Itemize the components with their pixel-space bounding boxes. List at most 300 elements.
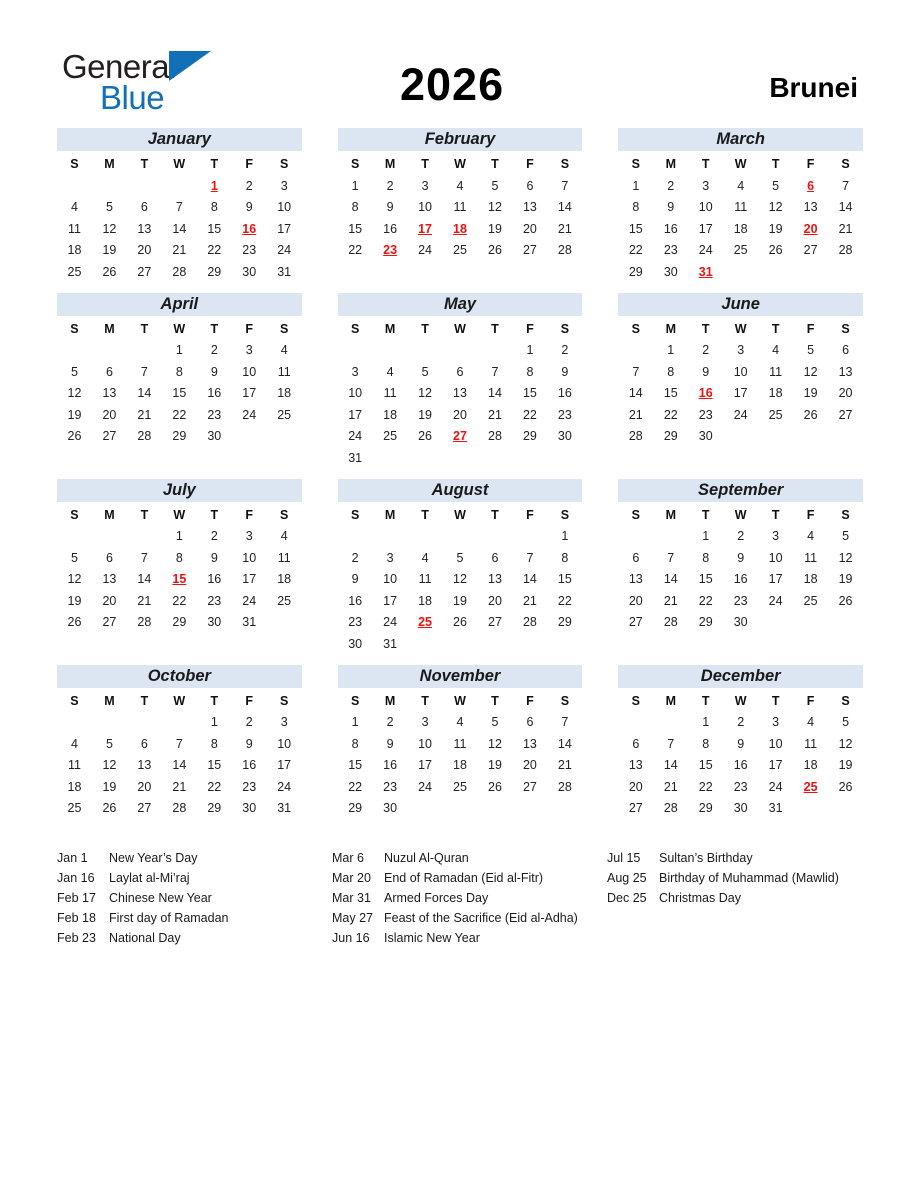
- day-cell-holiday[interactable]: 16: [242, 221, 257, 236]
- day-cell-holiday[interactable]: 23: [383, 243, 398, 258]
- day-cell-holiday[interactable]: 31: [698, 264, 713, 279]
- day-cell[interactable]: 14: [663, 758, 678, 773]
- day-cell[interactable]: 2: [737, 529, 745, 544]
- day-cell[interactable]: 23: [733, 779, 748, 794]
- day-cell[interactable]: 2: [210, 343, 218, 358]
- day-cell[interactable]: 29: [698, 615, 713, 630]
- day-cell[interactable]: 30: [207, 429, 222, 444]
- day-cell[interactable]: 18: [418, 593, 432, 608]
- day-cell[interactable]: 25: [67, 801, 82, 816]
- day-cell[interactable]: 19: [102, 243, 117, 258]
- day-cell[interactable]: 4: [421, 550, 429, 565]
- day-cell[interactable]: 28: [522, 615, 537, 630]
- day-cell[interactable]: 29: [557, 615, 572, 630]
- day-cell[interactable]: 5: [105, 200, 113, 215]
- day-cell[interactable]: 2: [245, 178, 253, 193]
- day-cell[interactable]: 23: [242, 779, 257, 794]
- day-cell[interactable]: 19: [803, 386, 818, 401]
- day-cell[interactable]: 3: [772, 529, 780, 544]
- day-cell[interactable]: 19: [67, 593, 82, 608]
- day-cell[interactable]: 23: [242, 243, 257, 258]
- day-cell[interactable]: 20: [102, 593, 117, 608]
- day-cell[interactable]: 7: [175, 736, 183, 751]
- day-cell[interactable]: 14: [522, 572, 537, 587]
- day-cell[interactable]: 3: [737, 343, 745, 358]
- day-cell[interactable]: 4: [71, 200, 78, 215]
- day-cell[interactable]: 1: [702, 715, 710, 730]
- day-cell[interactable]: 9: [737, 550, 745, 565]
- day-cell[interactable]: 28: [628, 429, 643, 444]
- day-cell[interactable]: 8: [210, 200, 218, 215]
- day-cell[interactable]: 19: [488, 221, 502, 236]
- day-cell[interactable]: 2: [561, 343, 569, 358]
- day-cell[interactable]: 31: [383, 636, 398, 651]
- day-cell[interactable]: 27: [522, 243, 537, 258]
- day-cell[interactable]: 8: [351, 200, 359, 215]
- day-cell[interactable]: 30: [557, 429, 572, 444]
- day-cell[interactable]: 24: [348, 429, 363, 444]
- day-cell[interactable]: 19: [453, 593, 467, 608]
- day-cell[interactable]: 27: [628, 801, 643, 816]
- day-cell[interactable]: 24: [242, 593, 257, 608]
- day-cell[interactable]: 3: [280, 715, 288, 730]
- day-cell[interactable]: 9: [386, 736, 394, 751]
- day-cell[interactable]: 26: [418, 429, 432, 444]
- day-cell[interactable]: 13: [803, 200, 818, 215]
- day-cell-holiday[interactable]: 6: [807, 178, 815, 193]
- day-cell[interactable]: 10: [242, 550, 257, 565]
- day-cell[interactable]: 25: [277, 407, 292, 422]
- day-cell[interactable]: 20: [137, 779, 152, 794]
- day-cell-holiday[interactable]: 18: [453, 221, 467, 236]
- day-cell[interactable]: 30: [242, 801, 257, 816]
- day-cell[interactable]: 3: [702, 178, 710, 193]
- day-cell[interactable]: 10: [348, 386, 363, 401]
- day-cell[interactable]: 27: [803, 243, 818, 258]
- day-cell[interactable]: 3: [351, 364, 359, 379]
- day-cell[interactable]: 3: [280, 178, 288, 193]
- day-cell[interactable]: 29: [663, 429, 678, 444]
- day-cell[interactable]: 21: [137, 407, 152, 422]
- day-cell[interactable]: 29: [698, 801, 713, 816]
- day-cell[interactable]: 28: [172, 801, 187, 816]
- day-cell[interactable]: 2: [737, 715, 745, 730]
- day-cell[interactable]: 4: [386, 364, 394, 379]
- day-cell[interactable]: 22: [698, 593, 713, 608]
- day-cell[interactable]: 22: [557, 593, 572, 608]
- day-cell[interactable]: 11: [453, 736, 467, 751]
- day-cell[interactable]: 21: [838, 221, 853, 236]
- day-cell[interactable]: 5: [491, 178, 499, 193]
- day-cell-holiday[interactable]: 15: [172, 572, 187, 587]
- day-cell[interactable]: 1: [526, 343, 534, 358]
- day-cell[interactable]: 24: [277, 779, 292, 794]
- day-cell[interactable]: 29: [172, 429, 187, 444]
- day-cell[interactable]: 18: [803, 758, 818, 773]
- day-cell[interactable]: 24: [733, 407, 748, 422]
- day-cell[interactable]: 26: [803, 407, 818, 422]
- day-cell[interactable]: 4: [456, 178, 464, 193]
- day-cell[interactable]: 21: [628, 407, 643, 422]
- day-cell[interactable]: 20: [137, 243, 152, 258]
- day-cell[interactable]: 31: [242, 615, 257, 630]
- day-cell[interactable]: 12: [488, 736, 502, 751]
- day-cell[interactable]: 25: [453, 243, 467, 258]
- day-cell[interactable]: 22: [348, 243, 363, 258]
- day-cell[interactable]: 4: [280, 529, 288, 544]
- day-cell[interactable]: 6: [632, 550, 640, 565]
- day-cell[interactable]: 17: [418, 758, 432, 773]
- day-cell[interactable]: 2: [351, 550, 359, 565]
- day-cell[interactable]: 1: [667, 343, 675, 358]
- day-cell[interactable]: 16: [557, 386, 572, 401]
- day-cell[interactable]: 12: [838, 550, 853, 565]
- day-cell[interactable]: 21: [137, 593, 152, 608]
- day-cell[interactable]: 12: [418, 386, 432, 401]
- day-cell[interactable]: 4: [807, 529, 815, 544]
- day-cell[interactable]: 18: [67, 779, 82, 794]
- day-cell[interactable]: 28: [137, 615, 152, 630]
- day-cell[interactable]: 6: [105, 364, 113, 379]
- day-cell[interactable]: 6: [491, 550, 499, 565]
- day-cell[interactable]: 7: [140, 550, 148, 565]
- day-cell[interactable]: 27: [102, 429, 117, 444]
- day-cell[interactable]: 26: [102, 801, 117, 816]
- day-cell[interactable]: 21: [172, 243, 187, 258]
- day-cell[interactable]: 27: [488, 615, 502, 630]
- day-cell[interactable]: 8: [702, 550, 710, 565]
- day-cell-holiday[interactable]: 25: [803, 779, 818, 794]
- day-cell[interactable]: 14: [137, 386, 152, 401]
- day-cell[interactable]: 5: [71, 364, 78, 379]
- day-cell[interactable]: 30: [663, 264, 678, 279]
- day-cell[interactable]: 25: [277, 593, 292, 608]
- day-cell-holiday[interactable]: 25: [418, 615, 432, 630]
- day-cell[interactable]: 7: [491, 364, 499, 379]
- day-cell[interactable]: 29: [628, 264, 643, 279]
- day-cell[interactable]: 9: [667, 200, 675, 215]
- day-cell[interactable]: 15: [698, 572, 713, 587]
- day-cell[interactable]: 23: [663, 243, 678, 258]
- day-cell[interactable]: 18: [383, 407, 398, 422]
- day-cell[interactable]: 28: [663, 801, 678, 816]
- day-cell[interactable]: 27: [838, 407, 853, 422]
- day-cell[interactable]: 8: [175, 364, 183, 379]
- day-cell[interactable]: 21: [557, 221, 572, 236]
- day-cell[interactable]: 13: [628, 572, 643, 587]
- day-cell[interactable]: 7: [561, 715, 569, 730]
- day-cell[interactable]: 8: [702, 736, 710, 751]
- day-cell[interactable]: 1: [632, 178, 640, 193]
- day-cell[interactable]: 11: [453, 200, 467, 215]
- day-cell[interactable]: 16: [207, 572, 222, 587]
- day-cell[interactable]: 11: [804, 550, 818, 565]
- day-cell[interactable]: 6: [632, 736, 640, 751]
- day-cell[interactable]: 15: [557, 572, 572, 587]
- day-cell[interactable]: 23: [383, 779, 398, 794]
- day-cell[interactable]: 22: [172, 593, 187, 608]
- day-cell[interactable]: 24: [242, 407, 257, 422]
- day-cell[interactable]: 9: [561, 364, 569, 379]
- day-cell[interactable]: 23: [348, 615, 363, 630]
- day-cell[interactable]: 26: [453, 615, 467, 630]
- day-cell[interactable]: 24: [768, 779, 783, 794]
- day-cell[interactable]: 9: [737, 736, 745, 751]
- day-cell[interactable]: 28: [838, 243, 853, 258]
- day-cell-holiday[interactable]: 17: [418, 221, 432, 236]
- day-cell[interactable]: 21: [663, 593, 678, 608]
- day-cell[interactable]: 27: [102, 615, 117, 630]
- day-cell[interactable]: 3: [772, 715, 780, 730]
- day-cell[interactable]: 28: [557, 779, 572, 794]
- day-cell[interactable]: 22: [172, 407, 187, 422]
- day-cell-holiday[interactable]: 16: [698, 386, 713, 401]
- day-cell-holiday[interactable]: 20: [803, 221, 818, 236]
- day-cell[interactable]: 13: [102, 386, 117, 401]
- day-cell[interactable]: 8: [561, 550, 569, 565]
- day-cell[interactable]: 22: [348, 779, 363, 794]
- day-cell[interactable]: 14: [137, 572, 152, 587]
- day-cell[interactable]: 17: [277, 221, 292, 236]
- day-cell[interactable]: 26: [838, 779, 853, 794]
- day-cell[interactable]: 21: [172, 779, 187, 794]
- day-cell[interactable]: 5: [421, 364, 429, 379]
- day-cell[interactable]: 18: [277, 572, 292, 587]
- day-cell[interactable]: 17: [733, 386, 748, 401]
- day-cell[interactable]: 1: [351, 178, 359, 193]
- day-cell[interactable]: 18: [803, 572, 818, 587]
- day-cell[interactable]: 11: [277, 550, 291, 565]
- day-cell[interactable]: 21: [557, 758, 572, 773]
- day-cell[interactable]: 17: [768, 758, 783, 773]
- day-cell[interactable]: 20: [453, 407, 467, 422]
- day-cell[interactable]: 29: [172, 615, 187, 630]
- day-cell[interactable]: 13: [453, 386, 467, 401]
- day-cell[interactable]: 16: [207, 386, 222, 401]
- day-cell[interactable]: 11: [804, 736, 818, 751]
- day-cell[interactable]: 16: [383, 758, 398, 773]
- day-cell[interactable]: 20: [102, 407, 117, 422]
- day-cell[interactable]: 12: [453, 572, 467, 587]
- day-cell[interactable]: 13: [102, 572, 117, 587]
- day-cell[interactable]: 23: [207, 407, 222, 422]
- day-cell[interactable]: 31: [768, 801, 783, 816]
- day-cell[interactable]: 18: [453, 758, 467, 773]
- day-cell[interactable]: 3: [386, 550, 394, 565]
- day-cell[interactable]: 14: [172, 221, 187, 236]
- day-cell[interactable]: 17: [348, 407, 363, 422]
- day-cell[interactable]: 28: [137, 429, 152, 444]
- day-cell[interactable]: 27: [137, 801, 152, 816]
- day-cell[interactable]: 10: [768, 736, 783, 751]
- day-cell[interactable]: 29: [207, 801, 222, 816]
- day-cell[interactable]: 6: [140, 736, 148, 751]
- day-cell[interactable]: 28: [172, 264, 187, 279]
- day-cell[interactable]: 3: [245, 529, 253, 544]
- day-cell[interactable]: 31: [277, 801, 292, 816]
- day-cell[interactable]: 13: [522, 200, 537, 215]
- day-cell[interactable]: 18: [768, 386, 783, 401]
- day-cell[interactable]: 7: [632, 364, 640, 379]
- day-cell[interactable]: 11: [383, 386, 397, 401]
- day-cell[interactable]: 25: [383, 429, 398, 444]
- day-cell[interactable]: 29: [522, 429, 537, 444]
- day-cell[interactable]: 22: [698, 779, 713, 794]
- day-cell[interactable]: 16: [733, 572, 748, 587]
- day-cell[interactable]: 3: [245, 343, 253, 358]
- day-cell[interactable]: 24: [383, 615, 398, 630]
- day-cell[interactable]: 7: [526, 550, 534, 565]
- day-cell[interactable]: 17: [698, 221, 713, 236]
- day-cell[interactable]: 10: [418, 736, 432, 751]
- day-cell[interactable]: 4: [807, 715, 815, 730]
- day-cell[interactable]: 4: [737, 178, 745, 193]
- day-cell[interactable]: 24: [768, 593, 783, 608]
- day-cell[interactable]: 2: [245, 715, 253, 730]
- day-cell[interactable]: 29: [207, 264, 222, 279]
- day-cell[interactable]: 26: [488, 243, 502, 258]
- day-cell[interactable]: 10: [768, 550, 783, 565]
- day-cell[interactable]: 6: [526, 715, 534, 730]
- day-cell[interactable]: 7: [667, 550, 675, 565]
- day-cell[interactable]: 12: [768, 200, 783, 215]
- day-cell[interactable]: 20: [838, 386, 853, 401]
- day-cell[interactable]: 8: [210, 736, 218, 751]
- day-cell[interactable]: 21: [663, 779, 678, 794]
- day-cell[interactable]: 9: [702, 364, 710, 379]
- day-cell[interactable]: 31: [348, 450, 363, 465]
- day-cell[interactable]: 15: [522, 386, 537, 401]
- day-cell[interactable]: 26: [768, 243, 783, 258]
- day-cell[interactable]: 25: [733, 243, 748, 258]
- day-cell[interactable]: 9: [351, 572, 359, 587]
- day-cell[interactable]: 26: [488, 779, 502, 794]
- day-cell[interactable]: 10: [242, 364, 257, 379]
- day-cell[interactable]: 16: [383, 221, 398, 236]
- day-cell[interactable]: 9: [210, 550, 218, 565]
- day-cell[interactable]: 20: [522, 758, 537, 773]
- day-cell[interactable]: 17: [242, 386, 257, 401]
- day-cell[interactable]: 22: [522, 407, 537, 422]
- day-cell[interactable]: 9: [210, 364, 218, 379]
- day-cell[interactable]: 18: [277, 386, 292, 401]
- day-cell[interactable]: 12: [102, 221, 117, 236]
- day-cell[interactable]: 17: [277, 758, 292, 773]
- day-cell[interactable]: 7: [561, 178, 569, 193]
- day-cell[interactable]: 16: [663, 221, 678, 236]
- day-cell[interactable]: 17: [383, 593, 398, 608]
- day-cell[interactable]: 30: [733, 801, 748, 816]
- day-cell[interactable]: 21: [522, 593, 537, 608]
- day-cell[interactable]: 20: [628, 593, 643, 608]
- day-cell[interactable]: 3: [421, 178, 429, 193]
- day-cell[interactable]: 5: [491, 715, 499, 730]
- day-cell[interactable]: 8: [632, 200, 640, 215]
- day-cell-holiday[interactable]: 27: [453, 429, 467, 444]
- day-cell[interactable]: 13: [838, 364, 853, 379]
- day-cell[interactable]: 9: [386, 200, 394, 215]
- day-cell[interactable]: 1: [561, 529, 569, 544]
- day-cell[interactable]: 15: [663, 386, 678, 401]
- day-cell[interactable]: 29: [348, 801, 363, 816]
- day-cell[interactable]: 24: [277, 243, 292, 258]
- day-cell[interactable]: 13: [137, 221, 152, 236]
- day-cell[interactable]: 18: [67, 243, 82, 258]
- day-cell[interactable]: 14: [838, 200, 853, 215]
- day-cell[interactable]: 10: [277, 200, 292, 215]
- day-cell[interactable]: 4: [280, 343, 288, 358]
- day-cell[interactable]: 22: [207, 779, 222, 794]
- day-cell[interactable]: 8: [526, 364, 534, 379]
- day-cell[interactable]: 5: [842, 715, 850, 730]
- day-cell[interactable]: 19: [488, 758, 502, 773]
- day-cell[interactable]: 23: [733, 593, 748, 608]
- day-cell[interactable]: 16: [348, 593, 363, 608]
- day-cell[interactable]: 27: [628, 615, 643, 630]
- day-cell[interactable]: 14: [628, 386, 643, 401]
- day-cell[interactable]: 2: [386, 715, 394, 730]
- day-cell[interactable]: 9: [245, 200, 253, 215]
- day-cell[interactable]: 24: [698, 243, 713, 258]
- day-cell[interactable]: 19: [102, 779, 117, 794]
- day-cell[interactable]: 12: [102, 758, 117, 773]
- day-cell[interactable]: 30: [698, 429, 713, 444]
- day-cell[interactable]: 26: [67, 615, 82, 630]
- day-cell[interactable]: 21: [488, 407, 502, 422]
- day-cell[interactable]: 25: [453, 779, 467, 794]
- day-cell[interactable]: 10: [698, 200, 713, 215]
- day-cell[interactable]: 7: [667, 736, 675, 751]
- day-cell[interactable]: 25: [803, 593, 818, 608]
- day-cell[interactable]: 23: [698, 407, 713, 422]
- day-cell[interactable]: 19: [768, 221, 783, 236]
- day-cell[interactable]: 28: [663, 615, 678, 630]
- day-cell[interactable]: 5: [807, 343, 815, 358]
- day-cell[interactable]: 15: [207, 221, 222, 236]
- day-cell[interactable]: 26: [838, 593, 853, 608]
- day-cell[interactable]: 12: [488, 200, 502, 215]
- day-cell[interactable]: 25: [768, 407, 783, 422]
- day-cell[interactable]: 6: [526, 178, 534, 193]
- day-cell[interactable]: 24: [418, 243, 432, 258]
- day-cell[interactable]: 11: [67, 758, 81, 773]
- day-cell[interactable]: 19: [838, 572, 853, 587]
- day-cell[interactable]: 9: [245, 736, 253, 751]
- day-cell[interactable]: 5: [842, 529, 850, 544]
- day-cell[interactable]: 23: [207, 593, 222, 608]
- day-cell[interactable]: 5: [772, 178, 780, 193]
- day-cell[interactable]: 10: [733, 364, 748, 379]
- day-cell[interactable]: 15: [348, 221, 363, 236]
- day-cell[interactable]: 24: [418, 779, 432, 794]
- day-cell[interactable]: 19: [67, 407, 82, 422]
- day-cell[interactable]: 2: [386, 178, 394, 193]
- day-cell[interactable]: 3: [421, 715, 429, 730]
- day-cell[interactable]: 8: [175, 550, 183, 565]
- day-cell[interactable]: 13: [488, 572, 502, 587]
- day-cell[interactable]: 4: [456, 715, 464, 730]
- day-cell[interactable]: 13: [522, 736, 537, 751]
- day-cell[interactable]: 5: [71, 550, 78, 565]
- day-cell[interactable]: 1: [702, 529, 710, 544]
- day-cell[interactable]: 2: [210, 529, 218, 544]
- day-cell[interactable]: 28: [488, 429, 502, 444]
- day-cell[interactable]: 31: [277, 264, 292, 279]
- day-cell[interactable]: 15: [172, 386, 187, 401]
- day-cell[interactable]: 15: [698, 758, 713, 773]
- day-cell[interactable]: 11: [769, 364, 783, 379]
- day-cell[interactable]: 16: [242, 758, 257, 773]
